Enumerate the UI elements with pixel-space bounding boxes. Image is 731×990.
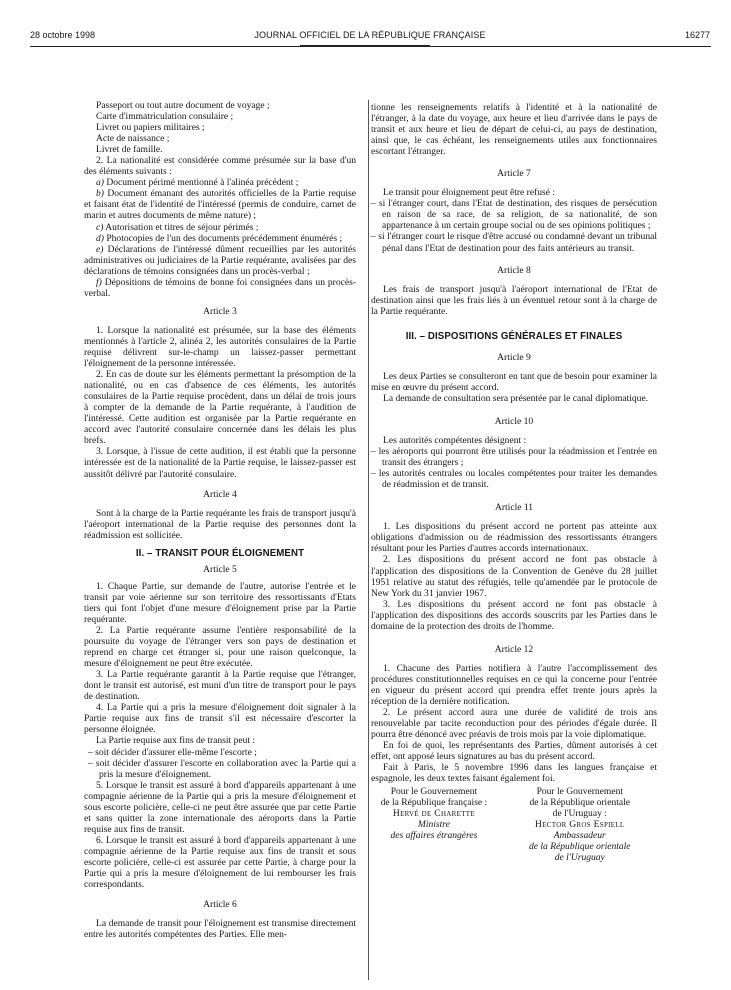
paragraph: 1. Chacune des Parties notifiera à l'autre l'accomplissement des procédures constitutionnelles requises en ce qui la concerne pour l'entrée en vigueur du présent accord qui prendra effet trente jours après la réception de la dernière notification. [371,662,657,707]
item-text: Autorisation et titres de séjour périmés ; [103,221,259,233]
signature-france [371,787,497,863]
signature-line: de l'Uruguay : [552,808,607,820]
list-item [84,177,356,188]
item-text: Photocopies de l'un des documents précédemment énumérés ; [103,232,343,244]
paragraph: Fait à Paris, le 5 novembre 1996 dans les langues française et espagnole, les deux textes faisant également foi. [371,762,657,785]
item-letter: b) [96,188,104,200]
signature-line: Pour le Gouvernement [536,786,623,798]
column-divider [368,100,369,980]
signature-line: de la République française : [380,797,488,809]
signatory-name: Hervé de Charette [392,808,475,820]
article-heading: Article 5 [203,563,237,575]
paragraph: La Partie requise aux fins de transit peut : [96,735,256,747]
item-letter: d) [96,232,104,244]
section-heading: II. – TRANSIT POUR ÉLOIGNEMENT [135,547,305,559]
article-heading: Article 7 [497,168,531,180]
list-item: – les autorités centrales ou locales compétentes pour traiter les demandes de réadmission et de transit. [371,468,657,491]
paragraph: 4. La Partie qui a pris la mesure d'éloignement doit signaler à la Partie requise aux fins de transit s'il est nécessaire d'escorter la personne éloignée. [84,702,356,736]
paragraph: 6. Lorsque le transit est assuré à bord d'appareils appartenant à une compagnie aérienne de la Partie requise aux fins de transit et sous escorte policière, celle-ci est assurée par cette Partie, à charge pour la Partie qui a pris la mesure d'éloignement de lui rembourser les frais correspondants. [84,834,356,891]
page-header [30,28,710,44]
paragraph: La demande de transit pour l'éloignement est transmise directement entre les autorités compétentes des Parties. Elle men- [84,918,356,941]
left-column [84,100,356,940]
article-heading: Article 8 [497,264,531,276]
article-heading: Article 4 [203,488,237,500]
paragraph: 2. En cas de doute sur les éléments permettant la présomption de la nationalité, ou en cas d'absence de ces éléments, les autorités consulaires de la Partie requise procèdent, dans un délai de trois jours à compter de la demande de la Partie requérante, à l'audition de l'intéressé. Cette audition est organisée par la Partie requérante en accord avec l'autorité consulaire concernée dans les délais les plus brefs. [84,369,356,447]
paragraph: tionne les renseignements relatifs à l'identité et à la nationalité de l'étranger, à la date du voyage, aux heure et lieu d'arrivée dans le pays de transit et aux heure et lieu de départ de celui-ci, au pays de destination, ainsi que, le cas échéant, les renseignements utiles aux fonctionnaires escortant l'étranger. [371,102,657,158]
list-item [84,188,356,221]
paragraph: 5. Lorsque le transit est assuré à bord d'appareils appartenant à une compagnie aérienne de la Partie qui a pris la mesure d'éloignement et sous escorte policière, celle-ci ne peut être assurée que par cette Partie et sans quitter la zone internationale des aéroports dans la Partie requise aux fins de transit. [84,779,356,835]
list-item: Carte d'immatriculation consulaire ; [96,111,234,123]
signatory-name: Hector Gros Espiell [535,819,625,831]
list-item: Passeport ou tout autre document de voyage ; [96,100,270,111]
list-item: – les aéroports qui pourront être utilisés pour la réadmission et l'entrée en transit des étrangers ; [371,446,657,469]
signature-line: de la République orientale [529,797,631,809]
item-text: Déclarations de l'intéressé dûment recueillies par les autorités administratives ou judiciaires de la Partie requérante, avalisées par des déclarations de témoins consignées dans un procès-verbal ; [84,243,356,277]
paragraph: 1. Les dispositions du présent accord ne portent pas atteinte aux obligations d'admission ou de réadmission des ressortissants étrangers résultant pour les Parties d'autres accords internationaux. [371,521,657,555]
paragraph: Sont à la charge de la Partie requérante les frais de transport jusqu'à l'aéroport international de la Partie requise des personnes dont la réadmission est sollicitée. [84,507,356,541]
paragraph: 1. Chaque Partie, sur demande de l'autre, autorise l'entrée et le transit par voie aérienne sur son territoire des ressortissants d'Etats tiers qui font l'objet d'une mesure d'éloignement prise par la Partie requérante. [84,580,356,625]
header-rule-accent [300,45,430,46]
article-heading: Article 3 [203,305,237,317]
list-item: Acte de naissance ; [96,133,170,145]
article-heading: Article 10 [494,415,534,427]
section-heading: III. – DISPOSITIONS GÉNÉRALES ET FINALES [405,330,623,342]
item-text: Dépositions de témoins de bonne foi consignées dans un procès-verbal. [84,276,356,299]
signature-line: Pour le Gouvernement [390,786,478,798]
paragraph: 1. Lorsque la nationalité est présumée, sur la base des éléments mentionnés à l'article 2, alinéa 2, les autorités consulaires de la Partie requise délivrent sur-le-champ un laissez-passer permettant l'éloignement de la personne intéressée. [84,324,356,370]
page-number: 16277 [684,30,710,40]
signatory-role: Ministre [417,819,450,831]
item-text: Document périmé mentionné à l'alinéa précédent ; [103,177,299,189]
signatory-role: Ambassadeur [553,829,606,841]
list-item [84,233,356,244]
item-letter: f) [96,276,102,288]
signature-block [371,787,657,863]
signatory-role: de l'Uruguay [554,851,605,863]
signatory-role: des affaires étrangères [390,829,478,841]
paragraph: 2. Le présent accord aura une durée de validité de trois ans renouvelable par tacite reconduction pour des périodes d'égale durée. Il pourra être dénoncé avec préavis de trois mois par la voie diplomatique. [371,707,657,741]
paragraph: La demande de consultation sera présentée par le canal diplomatique. [383,392,649,404]
paragraph: 3. Lorsque, à l'issue de cette audition, il est établi que la personne intéressée est de la nationalité de la Partie requise, le laissez-passer est aussitôt délivré par l'autorité consulaire. [84,446,356,480]
list-item: – soit décider d'assurer l'escorte en collaboration avec la Partie qui a pris la mesure d'éloignement. [88,757,356,780]
list-item: Livret de famille. [96,144,163,156]
right-column [371,102,657,864]
list-item: Livret ou papiers militaires ; [96,122,205,134]
paragraph: Les deux Parties se consulteront en tant que de besoin pour examiner la mise en œuvre du présent accord. [371,370,657,393]
item-letter: e) [96,243,104,255]
list-item [84,222,356,233]
article-heading: Article 9 [497,351,531,363]
paragraph: 2. Les dispositions du présent accord ne font pas obstacle à l'application des dispositions de la Convention de Genève du 28 juillet 1951 relative au statut des réfugiés, telle qu'amendée par le protocole de New York du 31 janvier 1967. [371,554,657,599]
paragraph: Les frais de transport jusqu'à l'aéroport international de l'Etat de destination ainsi que les frais liés à un éventuel retour sont à la charge de la Partie requérante. [371,283,657,317]
header-date: 28 octobre 1998 [30,30,96,40]
list-item: – si l'étranger court, dans l'Etat de destination, des risques de persécution en raison de sa race, de sa religion, de sa nationalité, de son appartenance à un certain groupe social ou de ses opinions politiques ; [371,198,657,232]
paragraph: 3. La Partie requérante garantit à la Partie requise que l'étranger, dont le transit est autorisé, est muni d'un titre de transport pour le pays de destination. [84,669,356,703]
list-item: – si l'étranger court le risque d'être accusé ou condamné devant un tribunal pénal dans l'Etat de destination pour des faits antérieurs au transit. [371,231,657,254]
paragraph: 2. La nationalité est considérée comme présumée sur la base d'un des éléments suivants : [84,155,356,178]
paragraph: Le transit pour éloignement peut être refusé : [383,187,556,199]
list-item [84,277,356,299]
signatory-role: de la République orientale [529,840,631,852]
header-rule [30,46,711,47]
signature-uruguay [503,787,657,863]
article-heading: Article 11 [494,502,534,514]
article-heading: Article 6 [203,899,237,911]
paragraph: En foi de quoi, les représentants des Parties, dûment autorisés à cet effet, ont apposé leurs signatures au bas du présent accord. [371,740,657,763]
item-text: Document émanant des autorités officielles de la Partie requise et faisant état de l'identité de l'intéressé (permis de conduire, carnet de marin et autres documents de même nature) ; [84,188,356,222]
paragraph: 3. Les dispositions du présent accord ne font pas obstacle à l'application des dispositions des accords souscrits par les Parties dans le domaine de la protection des droits de l'homme. [371,598,657,632]
paragraph: Les autorités compétentes désignent : [383,435,527,447]
item-letter: a) [96,177,104,189]
item-letter: c) [96,221,104,233]
journal-title: JOURNAL OFFICIEL DE LA RÉPUBLIQUE FRANÇAISE [254,30,486,40]
list-item [84,244,356,277]
list-item: – soit décider d'assurer elle-même l'escorte ; [88,746,257,758]
paragraph: 2. La Partie requérante assume l'entière responsabilité de la poursuite du voyage de l'étranger vers son pays de destination et reprend en charge cet étranger si, pour une raison quelconque, la mesure d'éloignement ne peut être exécutée. [84,625,356,670]
article-heading: Article 12 [494,643,534,655]
